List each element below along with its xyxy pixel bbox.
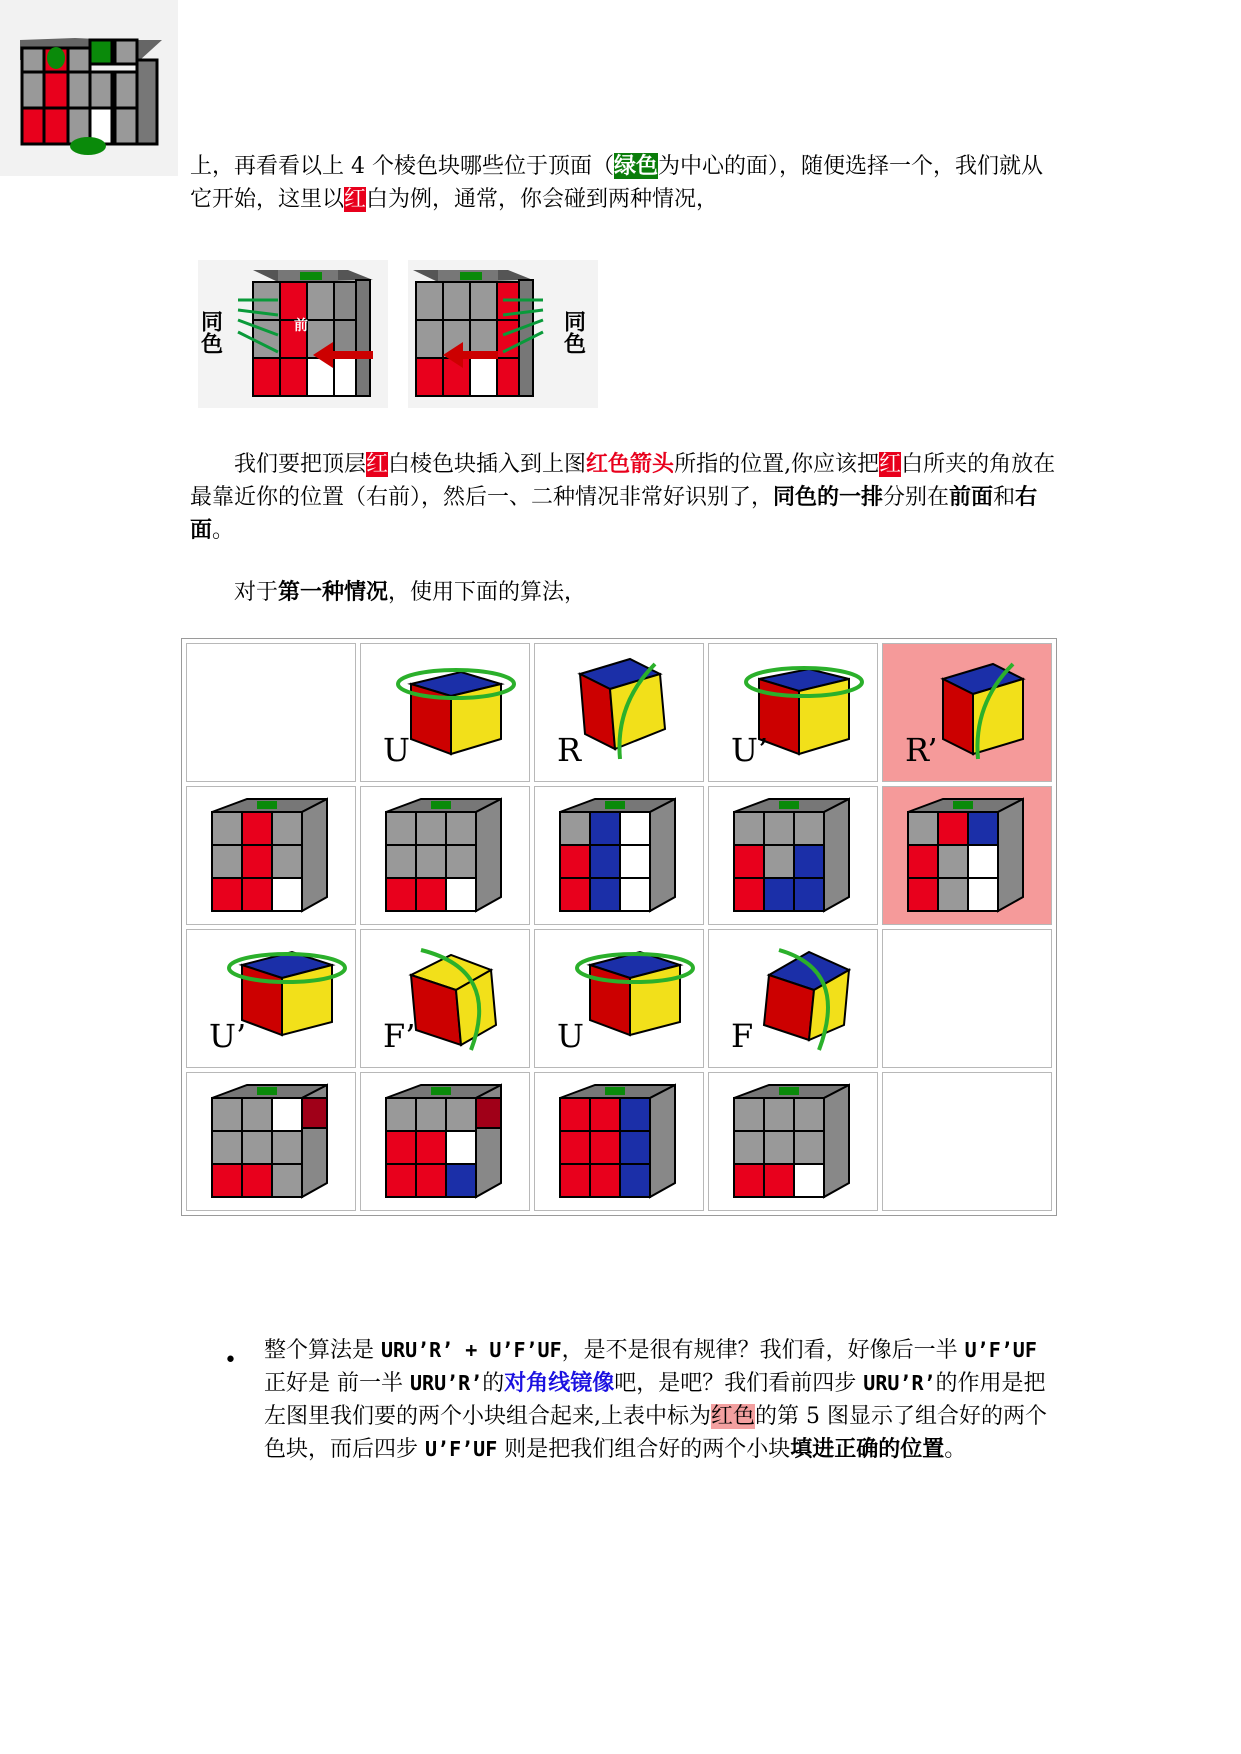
para1-text-3: 白为例，通常，你会碰到两种情况，: [366, 187, 719, 212]
bold-right: 右面: [190, 484, 1038, 543]
bullet-text-4: 的: [482, 1371, 505, 1396]
cube-state-image: [709, 787, 877, 920]
algorithm-code-second-half: U’F’UF: [964, 1338, 1037, 1362]
bold-front: 前面: [949, 484, 994, 510]
bullet-dot: •: [224, 1348, 237, 1373]
table-row: [186, 1072, 1052, 1211]
move-label: F: [731, 1017, 754, 1055]
state-cell: [186, 1072, 356, 1211]
red-highlight: 红: [344, 187, 367, 212]
para2-text-7: 。: [212, 518, 235, 543]
move-label: U’: [209, 1017, 247, 1055]
cube-state-image: [187, 787, 355, 920]
para2-text-4: 白所夹的角放在最靠近你的位置（右前），然后一、二种情况非常好识别了，: [190, 452, 1056, 510]
algorithm-code-last-four: U’F’UF: [425, 1437, 498, 1461]
empty-cell: [186, 643, 356, 782]
state-cell: [534, 786, 704, 925]
move-label: R’: [905, 731, 938, 769]
state-cell: [186, 786, 356, 925]
state-cell: [360, 786, 530, 925]
table-row: [186, 643, 1052, 782]
bullet-text-8: 则是把我们组合好的两个小块: [497, 1437, 791, 1462]
para2-text-1: 我们要把顶层: [234, 452, 367, 477]
move-cell: [534, 929, 704, 1068]
table-row: [186, 929, 1052, 1068]
cube-state-image: [535, 1073, 703, 1206]
cube-state-image: [361, 787, 529, 920]
bullet-text-6: 的作用是把左图里我们要的两个小块组合起来,上表中标为: [264, 1371, 1046, 1429]
algorithm-code-first-four: URU’R’: [863, 1371, 936, 1395]
bullet-text-3: 正好是 前一半: [264, 1371, 410, 1396]
algorithm-code-full: URU’R’ + U’F’UF: [381, 1338, 562, 1362]
paragraph-intro: [190, 150, 1060, 216]
move-label: F’: [383, 1017, 416, 1055]
move-cell: [360, 929, 530, 1068]
top-cube-image: [0, 0, 180, 176]
para3-text-1: 对于: [234, 580, 279, 605]
para2-text-5: 分别在: [883, 485, 950, 510]
para3-text-2: ，使用下面的算法，: [388, 580, 587, 605]
empty-cell: [882, 1072, 1052, 1211]
para1-text-1: 上，再看看以上 4 个棱色块哪些位于顶面（: [190, 154, 614, 179]
table-row: [186, 786, 1052, 925]
cube-state-image: [361, 1073, 529, 1206]
state-cell: [534, 1072, 704, 1211]
same-color-label-left: 同色: [198, 310, 223, 354]
bullet-text-9: 。: [944, 1437, 967, 1462]
move-label: U’: [731, 731, 769, 769]
move-cell: [186, 929, 356, 1068]
cube-state-image: [883, 787, 1051, 920]
state-cell: [360, 1072, 530, 1211]
bold-same-color-row: 同色的一排: [773, 484, 884, 510]
empty-cell: [882, 929, 1052, 1068]
algorithm-code-first-half: URU’R’: [410, 1371, 483, 1395]
move-cell: [708, 643, 878, 782]
algorithm-table: [181, 638, 1057, 1216]
paragraph-case-one: [190, 576, 1060, 609]
move-cell: [534, 643, 704, 782]
bullet-paragraph: [264, 1334, 1064, 1466]
front-label: 前: [294, 318, 308, 334]
bullet-text-1: 整个算法是: [264, 1338, 381, 1363]
move-cell: [360, 643, 530, 782]
para1-text-2: 为中心的面），随便选择一个，我们就从它开始，这里以: [190, 154, 1044, 212]
para2-text-2: 白棱色块插入到上图: [388, 452, 587, 477]
bullet-text-2: ，是不是很有规律？我们看，好像后一半: [561, 1338, 965, 1363]
green-highlight: 绿色: [614, 153, 659, 179]
diagonal-mirror-text: 对角线镜像: [504, 1370, 615, 1396]
pink-highlight: 红色: [711, 1404, 756, 1429]
bullet-text-7: 的第 5 图显示了组合好的两个色块，而后四步: [264, 1404, 1047, 1462]
cube-state-image: [187, 1073, 355, 1206]
bold-fill-correct-position: 填进正确的位置: [790, 1436, 945, 1462]
paragraph-insert-explanation: [190, 448, 1060, 547]
para2-text-6: 和: [993, 485, 1016, 510]
two-cases-figure: [198, 260, 608, 410]
state-cell: [708, 1072, 878, 1211]
move-label: U: [383, 731, 410, 769]
move-label: R: [557, 731, 582, 769]
red-highlight-2: 红: [879, 452, 902, 477]
para2-text-3: 所指的位置,你应该把: [674, 452, 880, 477]
same-color-label-right: 同色: [560, 310, 586, 354]
red-arrow-text: 红色箭头: [586, 451, 675, 477]
move-label: U: [557, 1017, 584, 1055]
move-cell: [708, 929, 878, 1068]
cube-state-image: [709, 1073, 877, 1206]
bold-case-one: 第一种情况: [278, 579, 389, 605]
cube-state-image: [535, 787, 703, 920]
red-highlight-1: 红: [366, 452, 389, 477]
move-cell-highlighted: [882, 643, 1052, 782]
bullet-text-5: 吧，是吧？我们看前四步: [614, 1371, 864, 1396]
state-cell-highlighted: [882, 786, 1052, 925]
state-cell: [708, 786, 878, 925]
